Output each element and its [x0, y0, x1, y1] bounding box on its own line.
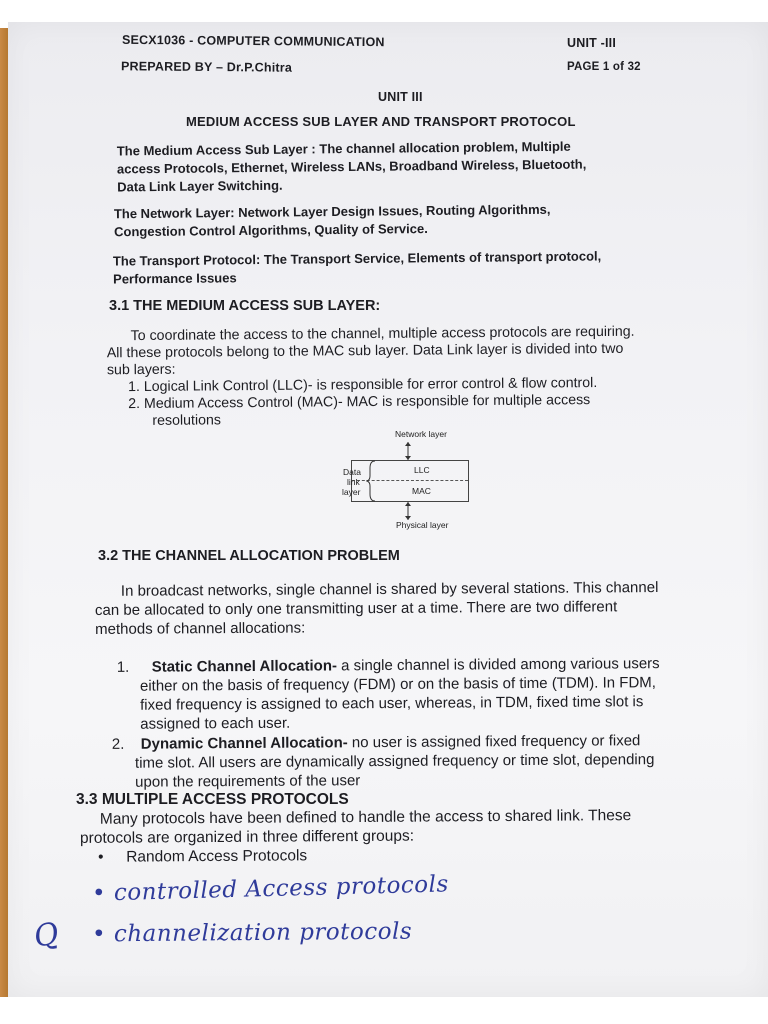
- unit-title: UNIT III: [378, 90, 423, 104]
- list-item-text: time slot. All users are dynamically assigned frequency or time slot, depending: [134, 751, 655, 772]
- diagram-network-layer: Network layer: [395, 429, 447, 439]
- list-item: resolutions: [152, 412, 222, 429]
- section-heading-3-1: 3.1 THE MEDIUM ACCESS SUB LAYER:: [109, 298, 381, 314]
- syllabus-line: Performance Issues: [113, 270, 237, 287]
- paragraph-line: methods of channel allocations:: [95, 619, 306, 638]
- syllabus-network: [114, 201, 551, 242]
- paragraph-line: can be allocated to only one transmitting user at a time. There are two different: [94, 598, 618, 619]
- arrow-up-down-icon: [400, 440, 416, 462]
- unit-tag: UNIT -III: [567, 36, 617, 50]
- syllabus-line: The Network Layer: Network Layer Design Issues, Routing Algorithms,: [113, 201, 551, 222]
- list-item-term: Dynamic Channel Allocation-: [140, 734, 348, 753]
- list-item: 1. Logical Link Control (LLC)- is responsible for error control & flow control.: [128, 375, 598, 396]
- list-item-text: assigned to each user.: [140, 714, 291, 733]
- syllabus-transport: [113, 247, 602, 288]
- paragraph-line: Many protocols have been defined to handle the access to shared link. These: [99, 807, 632, 828]
- handwritten-margin-mark: Q: [31, 916, 62, 955]
- list-item-dynamic: [112, 731, 655, 792]
- syllabus-mac: [117, 138, 587, 197]
- document-title: MEDIUM ACCESS SUB LAYER AND TRANSPORT PROTOCOL: [186, 114, 576, 129]
- arrow-up-down-icon: [400, 500, 416, 522]
- list-item-text: either on the basis of frequency (FDM) or on the basis of time (TDM). In FDM,: [139, 674, 657, 695]
- section-3-3-paragraph: [80, 806, 632, 867]
- list-item-term: Static Channel Allocation-: [151, 657, 338, 676]
- syllabus-line: The Medium Access Sub Layer : The channel allocation problem, Multiple: [116, 138, 571, 159]
- list-number: 1.: [116, 658, 130, 676]
- section-heading-3-3: 3.3 MULTIPLE ACCESS PROTOCOLS: [76, 791, 349, 808]
- background-strip: [0, 997, 768, 1024]
- diagram-link: link: [347, 477, 360, 487]
- handwritten-note-controlled: • controlled Access protocols: [91, 871, 450, 907]
- syllabus-line: The Transport Protocol: The Transport Service, Elements of transport protocol,: [112, 248, 602, 269]
- diagram-llc: LLC: [414, 465, 430, 475]
- list-item-text: a single channel is divided among various users: [336, 655, 660, 675]
- syllabus-line: Congestion Control Algorithms, Quality of Service.: [114, 221, 428, 240]
- syllabus-line: access Protocols, Ethernet, Wireless LANs, Broadband Wireless, Bluetooth,: [116, 156, 587, 177]
- syllabus-line: Data Link Layer Switching.: [117, 177, 283, 195]
- list-item-static: [117, 654, 660, 734]
- list-number: 2.: [111, 735, 125, 753]
- bullet-item: Random Access Protocols: [126, 847, 308, 866]
- paragraph-line: sub layers:: [106, 361, 176, 379]
- page-number: PAGE 1 of 32: [567, 61, 641, 73]
- handwritten-note-channelization: • channelization protocols: [91, 918, 413, 948]
- paragraph-line: All these protocols belong to the MAC sub layer. Data Link layer is divided into two: [106, 340, 624, 362]
- diagram-mac: MAC: [412, 486, 431, 496]
- paragraph-line: protocols are organized in three different groups:: [79, 827, 415, 847]
- diagram-data: Data: [343, 467, 361, 477]
- section-3-1-paragraph: [107, 324, 636, 431]
- brace-icon: [366, 460, 376, 502]
- list-item-text: no user is assigned fixed frequency or fixed: [347, 732, 641, 752]
- section-3-2-paragraph: [95, 578, 659, 639]
- list-item-text: fixed frequency is assigned to each user, whereas, in TDM, fixed time slot is: [140, 693, 644, 714]
- paragraph-line: In broadcast networks, single channel is shared by several stations. This channel: [120, 579, 659, 600]
- prepared-by: PREPARED BY – Dr.P.Chitra: [120, 59, 293, 75]
- paragraph-line: To coordinate the access to the channel, multiple access protocols are requiring.: [130, 323, 635, 345]
- diagram-physical-layer: Physical layer: [396, 520, 449, 530]
- bullet-icon: •: [98, 848, 104, 866]
- section-heading-3-2: 3.2 THE CHANNEL ALLOCATION PROBLEM: [98, 548, 400, 564]
- list-item: 2. Medium Access Control (MAC)- MAC is responsible for multiple access: [128, 392, 591, 413]
- list-item-text: upon the requirements of the user: [135, 772, 361, 791]
- diagram-layer: layer: [342, 487, 361, 497]
- course-code: SECX1036 - COMPUTER COMMUNICATION: [121, 32, 385, 50]
